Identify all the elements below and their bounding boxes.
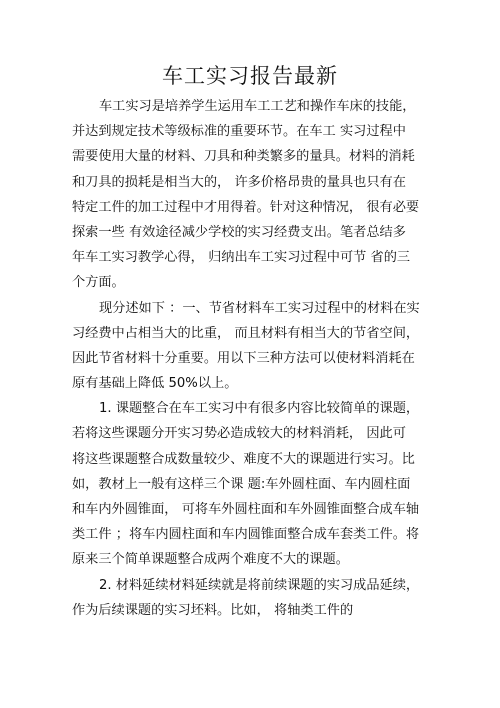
text-line: 和车内外圆锥面， 可将车外圆柱面和车外圆锥面整合成车轴 xyxy=(72,502,420,517)
text-line: 原来三个简单课题整合成两个难度不大的课题。 xyxy=(72,552,349,568)
text-line: 如，教材上一般有这样三个课 题:车外圆柱面、车内圆柱面 xyxy=(72,476,411,492)
text-line: 习经费中占相当大的比重， 而且材料有相当大的节省空间， xyxy=(72,325,420,341)
text-line: 和刀具的损耗是相当大的， 许多价格昂贵的量具也只有在 xyxy=(72,174,406,190)
document-body xyxy=(72,94,452,623)
text-line: 需要使用大量的材料、刀具和种类繁多的量具。材料的消耗 xyxy=(72,149,415,165)
document-title: 车工实习报告最新 xyxy=(162,64,338,88)
text-line: 作为后续课题的实习坯料。比如， 将轴类工件的 xyxy=(72,602,354,618)
text-line: 并达到规定技术等级标准的重要环节。在车工 实习过程中 xyxy=(72,124,406,140)
text-line: 个方面。 xyxy=(72,275,125,291)
text-line: 若将这些课题分开实习势必造成较大的材料消耗， 因此可 xyxy=(72,426,406,442)
text-line: 因此节省材料十分重要。用以下三种方法可以使材料消耗在 xyxy=(72,350,415,366)
text-line: 原有基础上降低 50%以上。 xyxy=(72,376,238,392)
text-line: 类工件 ；将车内圆柱面和车内圆锥面整合成车套类工件。将 xyxy=(72,527,420,543)
text-line: 将这些课题整合成数量较少、难度不大的课题进行实习。比 xyxy=(72,451,415,467)
text-line: 特定工件的加工过程中才用得着。针对这种情况， 很有必要 xyxy=(72,199,420,215)
text-line: 2. 材料延续材料延续就是将前续课题的实习成品延续， xyxy=(99,577,420,593)
text-line: 现分述如下 ：一、节省材料车工实习过程中的材料在实 xyxy=(99,300,420,316)
text-line: 车工实习是培养学生运用车工工艺和操作车床的技能， xyxy=(99,99,416,114)
text-line: 年车工实习教学心得， 归纳出车工实习过程中可节 省的三 xyxy=(72,250,411,266)
text-line: 1. 课题整合在车工实习中有很多内容比较简单的课题， xyxy=(99,401,420,417)
text-line: 探索一些 有效途径减少学校的实习经费支出。笔者总结多 xyxy=(72,224,406,240)
